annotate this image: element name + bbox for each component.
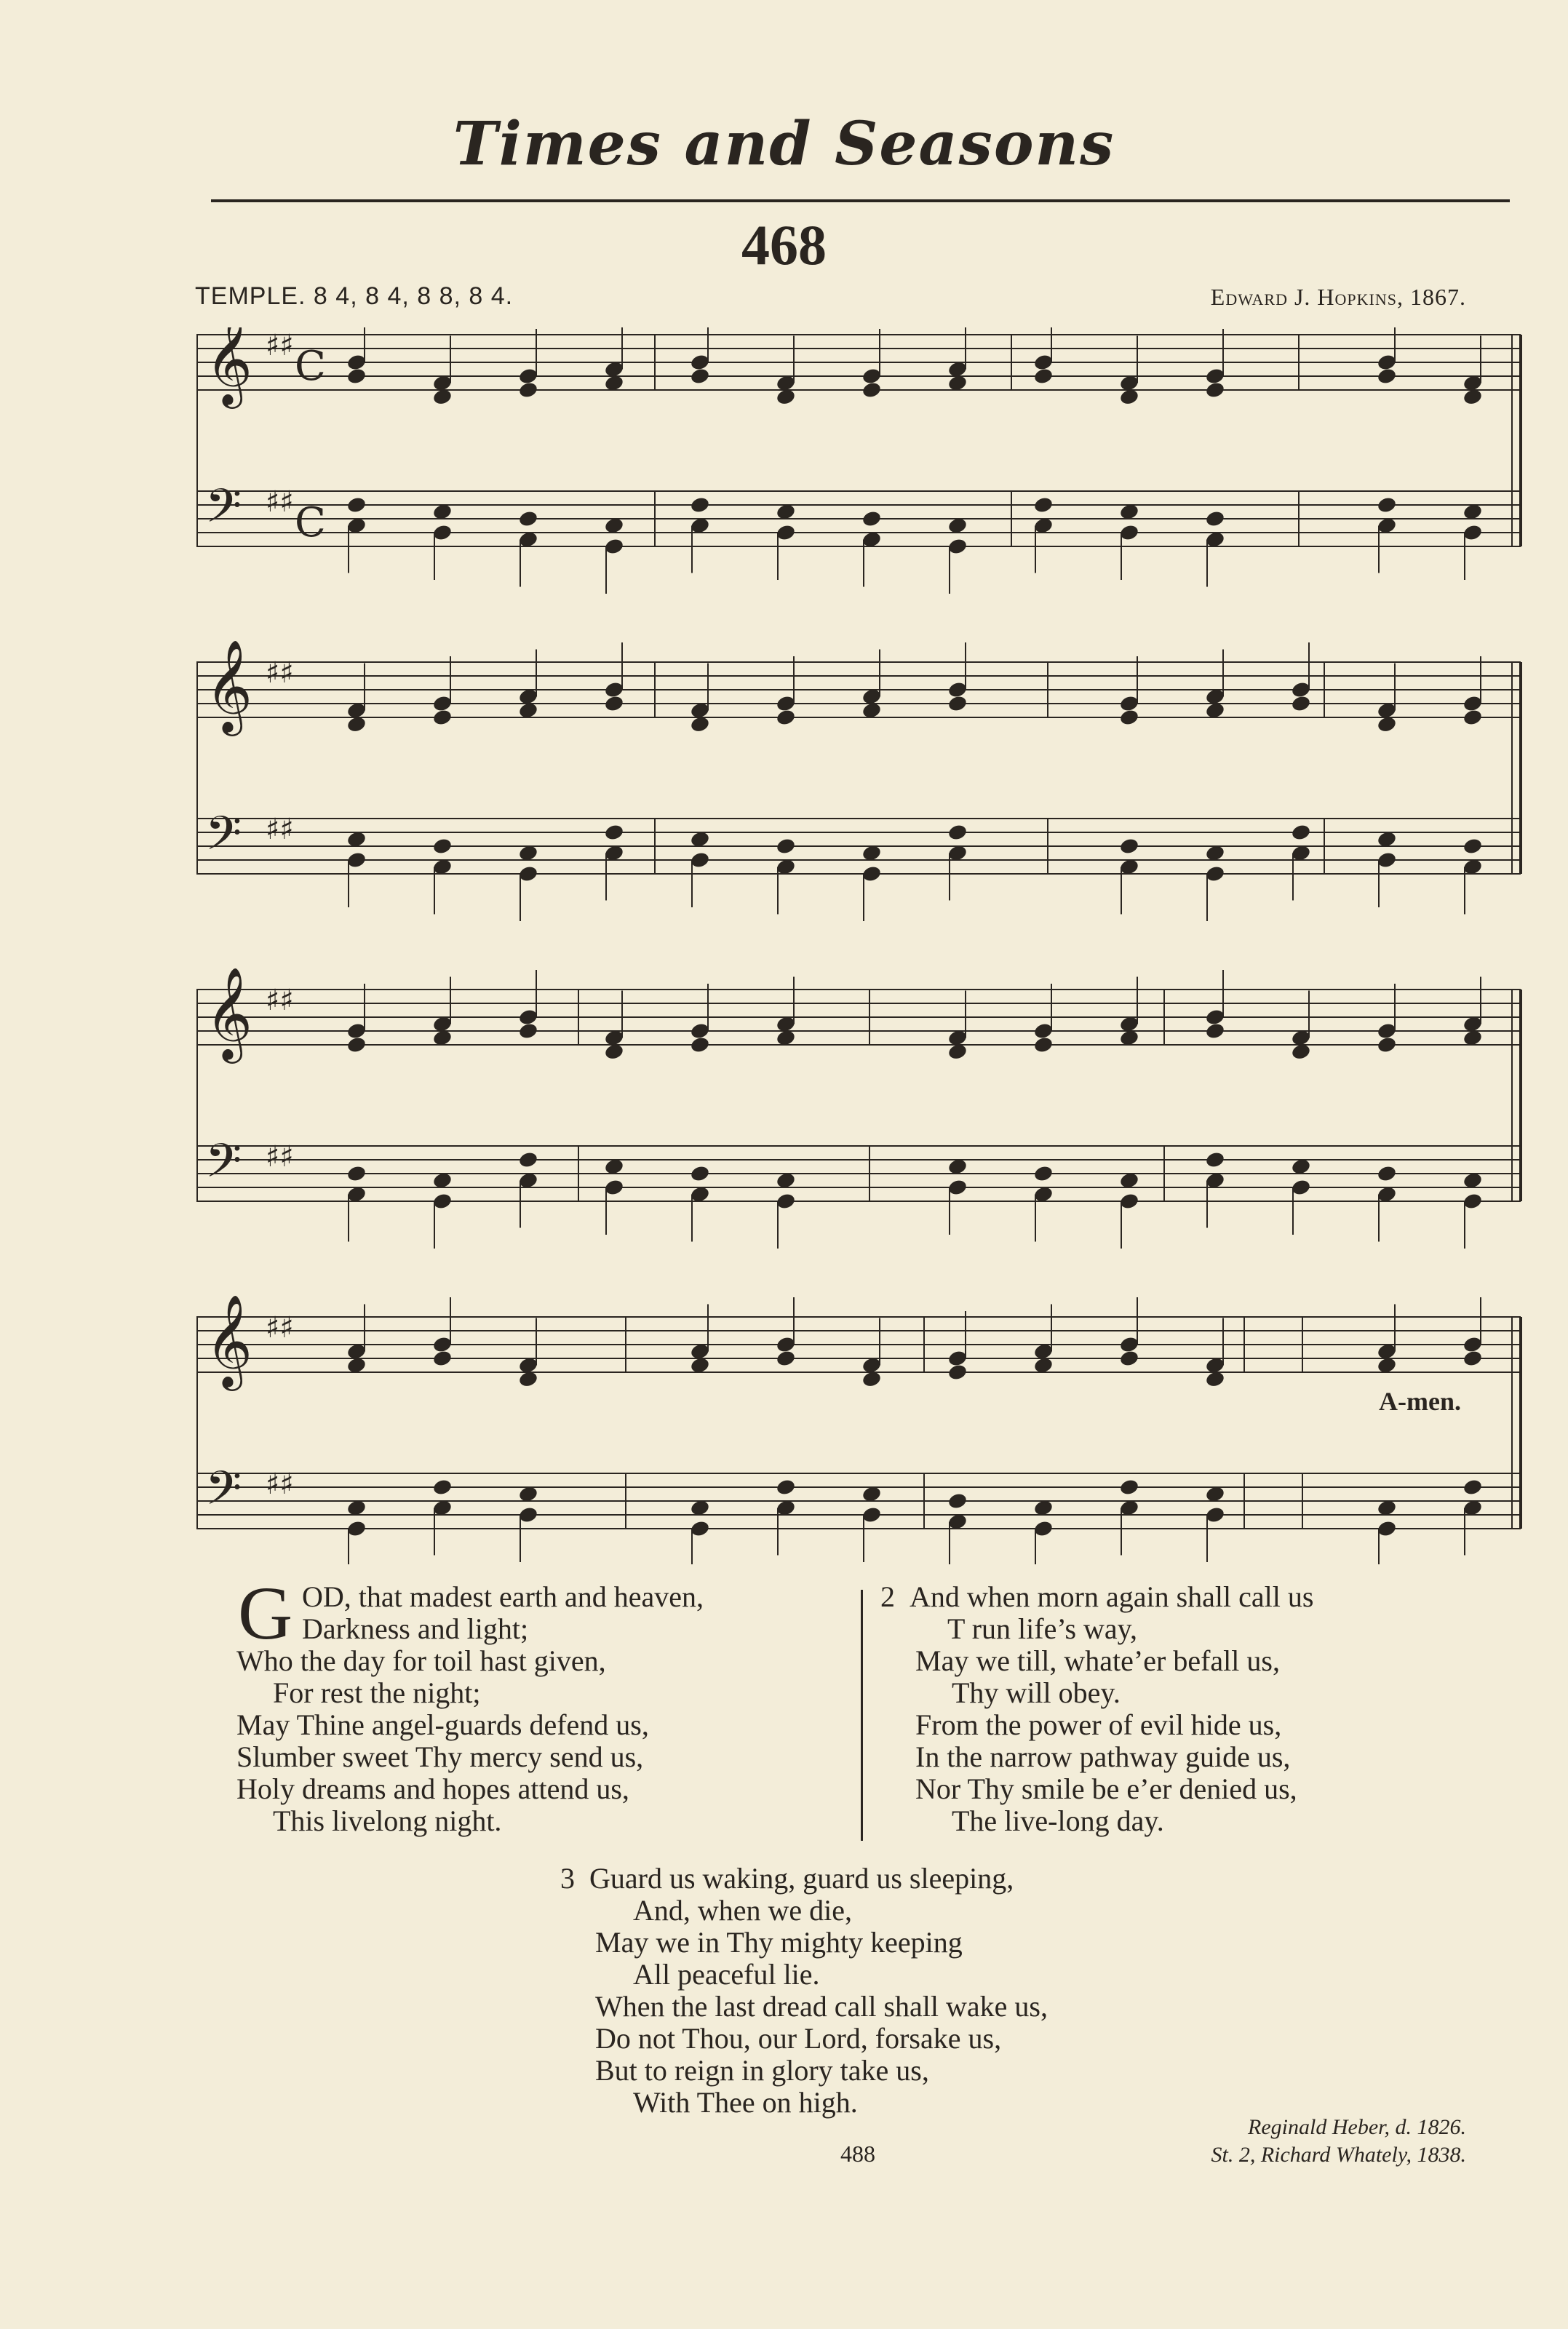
attribution-line-2: St. 2, Richard Whately, 1838. [1211, 2143, 1466, 2167]
note-head [604, 823, 625, 841]
verse-2-number: 2 [880, 1580, 895, 1613]
verse-3 [560, 1863, 1048, 2119]
note-head [947, 694, 968, 712]
note-head [432, 708, 453, 726]
verse-3-line-7: But to reign in glory take us, [595, 2054, 929, 2087]
note-head [1377, 1035, 1398, 1054]
bass-clef-icon: 𝄢 [205, 479, 242, 545]
note-head [1119, 837, 1140, 855]
note-head [1377, 1164, 1398, 1182]
note-head [432, 1478, 453, 1496]
note-head [1462, 708, 1484, 726]
verse-2 [880, 1581, 1313, 1837]
note-head [346, 1035, 367, 1054]
verse-1-line-5: May Thine angel-guards defend us, [236, 1708, 649, 1741]
key-signature-icon: ♯♯ [266, 813, 294, 846]
tune-name-meter: TEMPLE. 8 4, 8 4, 8 8, 8 4. [195, 282, 514, 310]
verse-3-line-1: 3 Guard us waking, guard us sleeping, [560, 1862, 1014, 1895]
treble-clef-icon: 𝄞 [205, 639, 253, 732]
note-head [1205, 509, 1226, 527]
note-head [776, 1478, 797, 1496]
verse-2-line-5: From the power of evil hide us, [915, 1708, 1282, 1741]
attribution-line-1: Reginald Heber, d. 1826. [1248, 2115, 1466, 2139]
note-head [1291, 823, 1312, 841]
verse-1-line-1: OD, that madest earth and heaven, [302, 1580, 704, 1613]
note-head [432, 1349, 453, 1367]
verse-3-line-8: With Thee on high. [633, 2086, 858, 2119]
note-head [947, 1363, 968, 1381]
page-number: 488 [840, 2141, 875, 2167]
note-head [690, 1035, 711, 1054]
verse-1-line-4: For rest the night; [273, 1676, 481, 1709]
note-head [947, 1492, 968, 1510]
verse-divider [861, 1590, 863, 1841]
verse-3-line-5: When the last dread call shall wake us, [595, 1990, 1048, 2023]
note-head [1033, 1164, 1054, 1182]
verse-2-line-4: Thy will obey. [952, 1676, 1121, 1709]
treble-clef-icon: 𝄞 [205, 966, 253, 1059]
note-head [1462, 1349, 1484, 1367]
treble-clef-icon: 𝄞 [205, 327, 253, 405]
note-head [1205, 1150, 1226, 1169]
verse-1-line-8: This livelong night. [273, 1804, 502, 1837]
note-head [690, 495, 711, 514]
verse-1-dropcap: G [238, 1572, 293, 1655]
verse-3-line-2: And, when we die, [633, 1894, 853, 1927]
composer-credit: Edward J. Hopkins, 1867. [1210, 284, 1466, 310]
treble-clef-icon: 𝄞 [205, 1294, 253, 1387]
common-time-icon: C [295, 499, 326, 546]
verse-1 [236, 1572, 704, 1837]
key-signature-icon: ♯♯ [266, 1140, 294, 1174]
verse-1-line-3: Who the day for toil hast given, [236, 1644, 606, 1677]
note-head [1291, 694, 1312, 712]
bass-clef-icon: 𝄢 [205, 1462, 242, 1527]
note-head [1119, 1349, 1140, 1367]
key-signature-icon: ♯♯ [266, 1468, 294, 1501]
hymn-number: 468 [741, 213, 827, 276]
verse-2-line-2: T run life’s way, [947, 1612, 1138, 1645]
music-score [196, 327, 1528, 1564]
note-head [861, 381, 883, 399]
note-head [346, 367, 367, 385]
verse-1-line-6: Slumber sweet Thy mercy send us, [236, 1740, 644, 1773]
note-head [1033, 1035, 1054, 1054]
key-signature-icon: ♯♯ [266, 984, 294, 1017]
verse-2-line-1: 2 And when morn again shall call us [880, 1580, 1314, 1613]
note-head [1205, 381, 1226, 399]
note-head [518, 1022, 539, 1040]
verse-2-line-6: In the narrow pathway guide us, [915, 1740, 1291, 1773]
verse-3-line-6: Do not Thou, our Lord, forsake us, [595, 2022, 1002, 2055]
note-head [1119, 1478, 1140, 1496]
key-signature-icon: ♯♯ [266, 656, 294, 690]
note-head [346, 495, 367, 514]
common-time-icon: C [295, 343, 326, 390]
bass-clef-icon: 𝄢 [205, 807, 242, 872]
amen-label: A-men. [1379, 1387, 1461, 1416]
key-signature-icon: ♯♯ [266, 485, 294, 519]
bass-clef-icon: 𝄢 [205, 1134, 242, 1200]
verse-2-line-8: The live-long day. [952, 1804, 1164, 1837]
note-head [518, 1150, 539, 1169]
title-rule [211, 199, 1510, 202]
note-head [776, 1349, 797, 1367]
verse-2-line-3: May we till, whate’er befall us, [915, 1644, 1280, 1677]
note-head [1462, 1478, 1484, 1496]
note-head [776, 708, 797, 726]
author-attribution [1211, 2114, 1466, 2169]
key-signature-icon: ♯♯ [266, 329, 294, 362]
note-head [346, 1164, 367, 1182]
music-notation [196, 327, 1528, 1564]
note-head [776, 837, 797, 855]
verse-3-number: 3 [560, 1862, 575, 1895]
verse-1-line-2: Darkness and light; [302, 1612, 529, 1645]
note-head [690, 1164, 711, 1182]
note-head [518, 381, 539, 399]
verse-1-line-7: Holy dreams and hopes attend us, [236, 1772, 629, 1805]
note-head [1119, 708, 1140, 726]
verse-2-line-7: Nor Thy smile be e’er denied us, [915, 1772, 1297, 1805]
note-head [1377, 495, 1398, 514]
section-title: Times and Seasons [453, 109, 1115, 179]
note-head [861, 509, 883, 527]
note-head [1033, 495, 1054, 514]
verse-3-line-3: May we in Thy mighty keeping [595, 1926, 963, 1959]
key-signature-icon: ♯♯ [266, 1311, 294, 1345]
note-head [1377, 367, 1398, 385]
note-head [1462, 837, 1484, 855]
note-head [518, 509, 539, 527]
note-head [1033, 367, 1054, 385]
note-head [432, 837, 453, 855]
note-head [604, 694, 625, 712]
note-head [947, 823, 968, 841]
note-head [1205, 1022, 1226, 1040]
note-head [690, 367, 711, 385]
verse-3-line-4: All peaceful lie. [633, 1958, 820, 1991]
